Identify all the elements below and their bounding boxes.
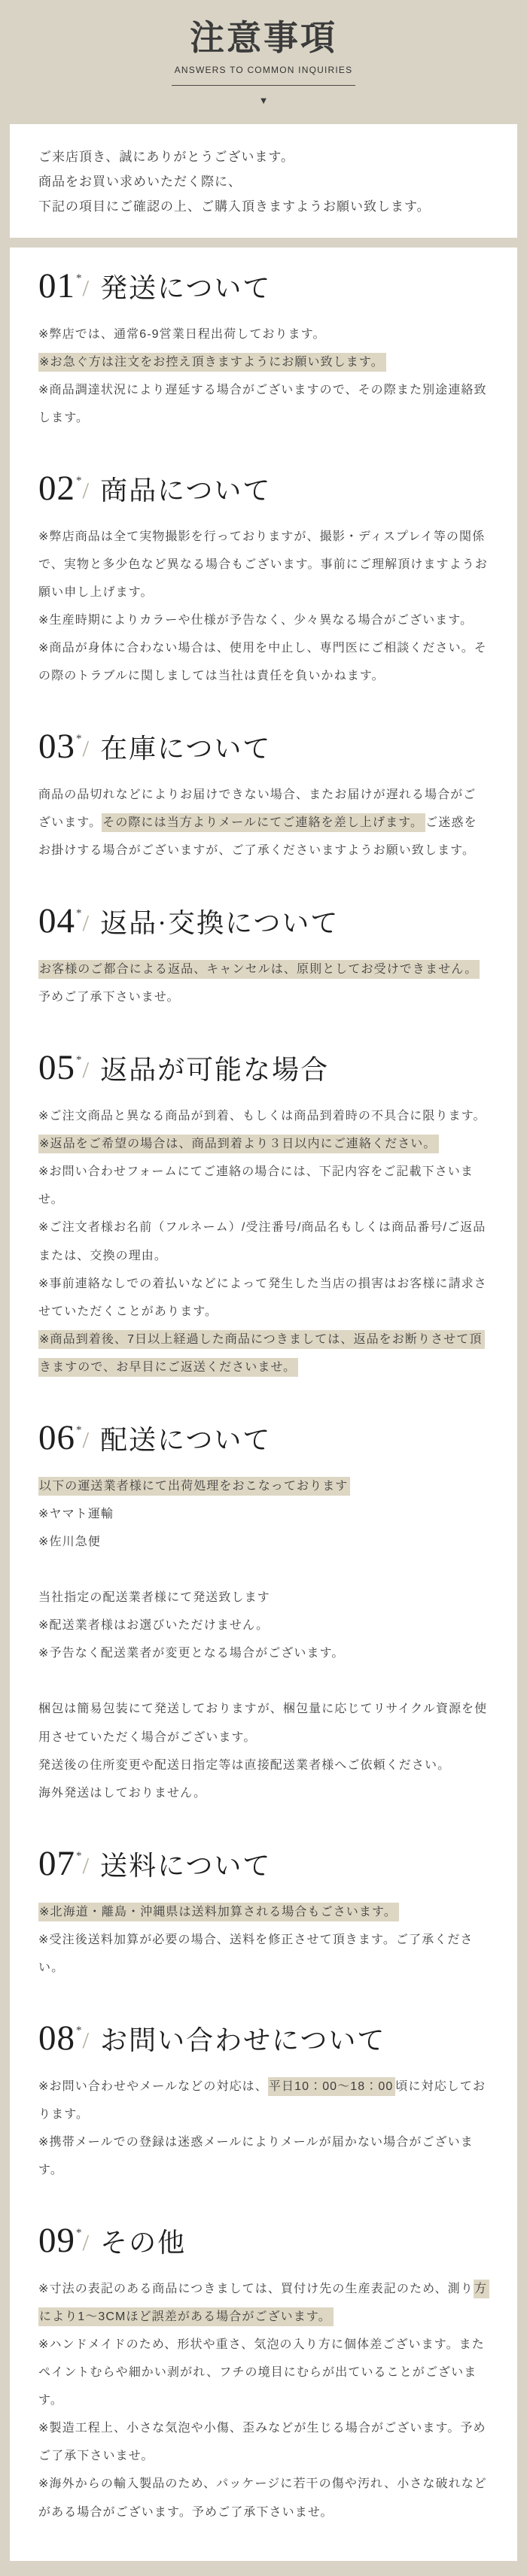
slash-icon: /	[82, 910, 90, 937]
section-paragraph	[38, 1926, 489, 1982]
paragraph-text: ※受注後送料加算が必要の場合、送料を修正させて頂きます。ご了承ください。	[38, 1933, 474, 1974]
section-paragraph	[38, 1898, 489, 1926]
highlighted-text: 方により1～3CMほど誤差がある場合がございます。	[38, 2280, 489, 2326]
section-paragraph	[38, 348, 489, 376]
asterisk-icon: *	[76, 2024, 82, 2037]
sections-panel	[10, 248, 517, 2561]
triangle-down-icon: ▼	[258, 94, 269, 106]
slash-icon: /	[82, 735, 90, 762]
section-number: 01	[38, 266, 75, 305]
section-title: 返品が可能な場合	[100, 1055, 330, 1086]
section-title: 在庫について	[100, 734, 272, 764]
section-paragraph	[38, 955, 489, 1011]
section-paragraph	[38, 1214, 489, 1269]
asterisk-icon: *	[76, 2227, 82, 2240]
section-paragraph	[38, 1130, 489, 1158]
paragraph-text: 梱包は簡易包装にて発送しておりますが、梱包量に応じてリサイクル資源を使用させていただく場合がございます。	[38, 1703, 488, 1744]
section-title: 配送について	[100, 1425, 272, 1456]
slash-icon: /	[82, 2026, 90, 2053]
section-01	[38, 267, 489, 432]
intro-panel	[10, 124, 517, 238]
section-paragraph	[38, 1584, 489, 1612]
page-subtitle: ANSWERS TO COMMON INQUIRIES	[174, 64, 353, 75]
paragraph-text: ※予告なく配送業者が変更となる場合がございます。	[38, 1647, 345, 1660]
section-heading	[38, 1845, 489, 1884]
section-heading	[38, 902, 489, 941]
paragraph-text: ※事前連絡なしでの着払いなどによって発生した当店の損害はお客様に請求させていただくことがあります。	[38, 1277, 487, 1318]
paragraph-text: ※商品調達状況により遅延する場合がございますので、その際また別途連絡致します。	[38, 383, 487, 424]
section-paragraph	[38, 1326, 489, 1381]
paragraph-text: ※生産時期によりカラーや仕様が予告なく、少々異なる場合がございます。	[38, 614, 474, 627]
section-heading	[38, 2019, 489, 2058]
paragraph-text: ※ハンドメイドのため、形状や重さ、気泡の入り方に個体差ございます。またペイントむらや細かい剥がれ、フチの境目にむらが出ていることがございます。	[38, 2338, 485, 2407]
asterisk-icon: *	[76, 475, 82, 488]
intro-lines	[38, 144, 489, 219]
section-number: 06	[38, 1418, 75, 1458]
section-06	[38, 1419, 489, 1807]
section-paragraph	[38, 634, 489, 690]
section-number: 02	[38, 469, 75, 509]
section-paragraph	[38, 1102, 489, 1130]
section-paragraph	[38, 523, 489, 606]
section-heading	[38, 469, 489, 509]
paragraph-text: ※弊店では、通常6-9営業日程出荷しております。	[38, 327, 326, 341]
asterisk-icon: *	[76, 907, 82, 920]
section-paragraph	[38, 1500, 489, 1528]
highlighted-text: 平日10：00～18：00	[268, 2077, 396, 2096]
paragraph-text: 予めご了承下さいませ。	[38, 991, 180, 1004]
section-paragraph	[38, 781, 489, 864]
section-paragraph	[38, 1779, 489, 1807]
section-paragraph	[38, 2128, 489, 2184]
sections-container	[38, 267, 489, 2526]
paragraph-text: ※商品が身体に合わない場合は、使用を中止し、専門医にご相談ください。その際のトラブルに関しましては当社は責任を負いかねます。	[38, 642, 487, 683]
asterisk-icon: *	[76, 1424, 82, 1437]
paragraph-text: 当社指定の配送業者様にて発送致します	[38, 1591, 270, 1605]
section-03	[38, 728, 489, 864]
paragraph-text: ※お問い合わせやメールなどの対応は、	[38, 2079, 268, 2093]
highlighted-text: ※返品をご希望の場合は、商品到着より３日以内にご連絡ください。	[38, 1135, 439, 1153]
highlighted-text: ※商品到着後、7日以上経過した商品につきましては、返品をお断りさせて頂きますので、お早目にご返送くださいませ。	[38, 1330, 485, 1377]
section-07	[38, 1845, 489, 1982]
highlighted-text: ※お急ぐ方は注文をお控え頂きますようにお願い致します。	[38, 353, 386, 372]
header-title-block	[172, 17, 356, 86]
section-title: 発送について	[100, 272, 272, 303]
slash-icon: /	[82, 1852, 90, 1879]
page-title: 注意事項	[189, 18, 337, 57]
paragraph-text: ※佐川急便	[38, 1536, 101, 1548]
paragraph-text: ※寸法の表記のある商品につきましては、買付け先の生産表記のため、測り	[38, 2282, 474, 2295]
section-number: 04	[38, 901, 75, 941]
page-header	[0, 0, 527, 105]
highlighted-text: ※北海道・離島・沖縄県は送料加算される場合もごさいます。	[38, 1903, 399, 1921]
section-paragraph	[38, 376, 489, 432]
slash-icon: /	[82, 2229, 90, 2256]
highlighted-text: その際には当方よりメールにてご連絡を差し上げます。	[102, 813, 425, 832]
asterisk-icon: *	[76, 733, 82, 746]
slash-icon: /	[82, 1056, 90, 1083]
paragraph-text: 発送後の住所変更や配送日指定等は直接配送業者様へご依頼ください。	[38, 1758, 451, 1772]
section-title: お問い合わせについて	[100, 2025, 386, 2055]
section-paragraph	[38, 1695, 489, 1751]
paragraph-text: ※製造工程上、小さな気泡や小傷、歪みなどが生じる場合がございます。予めご了承下さいませ。	[38, 2422, 486, 2463]
paragraph-text: ※お問い合わせフォームにてご連絡の場合には、下記内容をご記載下さいませ。	[38, 1165, 474, 1207]
paragraph-text: ※配送業者様はお選びいただけません。	[38, 1619, 270, 1633]
section-heading	[38, 1419, 489, 1458]
section-paragraph	[38, 320, 489, 348]
section-number: 09	[38, 2221, 75, 2261]
slash-icon: /	[82, 1426, 90, 1454]
section-paragraph	[38, 1751, 489, 1779]
slash-icon: /	[82, 274, 90, 301]
section-paragraph	[38, 1528, 489, 1556]
section-09	[38, 2222, 489, 2526]
section-number: 05	[38, 1048, 75, 1088]
section-number: 08	[38, 2018, 75, 2058]
paragraph-text: ご迷惑をお掛けする場合がございますが、ご了承くださいますようお願い致します。	[38, 816, 477, 858]
section-title: その他	[100, 2228, 187, 2259]
section-title: 返品·交換について	[100, 908, 340, 939]
section-heading	[38, 1049, 489, 1088]
section-paragraph	[38, 1472, 489, 1500]
section-heading	[38, 267, 489, 306]
section-paragraph	[38, 1612, 489, 1639]
section-number: 07	[38, 1843, 75, 1883]
section-paragraph	[38, 606, 489, 634]
section-number: 03	[38, 727, 75, 767]
intro-line: 下記の項目にご確認の上、ご購入頂きますようお願い致します。	[38, 199, 431, 214]
paragraph-text: 海外発送はしておりません。	[38, 1786, 207, 1800]
section-title: 送料について	[100, 1850, 272, 1881]
paragraph-text: ※弊店商品は全て実物撮影を行っておりますが、撮影・ディスプレイ等の関係で、実物と多少色など異なる場合もございます。事前にご理解頂けますようお願い申し上げます。	[38, 530, 488, 599]
paragraph-text: ※携帯メールでの登録は迷惑メールによりメールが届かない場合がございます。	[38, 2135, 474, 2177]
intro-line: 商品をお買い求めいただく際に、	[38, 174, 242, 189]
section-paragraph	[38, 1158, 489, 1214]
paragraph-text: ※ご注文商品と異なる商品が到着、もしくは商品到着時の不具合に限ります。	[38, 1110, 486, 1122]
section-paragraph	[38, 1270, 489, 1326]
asterisk-icon: *	[76, 1054, 82, 1067]
section-05	[38, 1049, 489, 1381]
asterisk-icon: *	[76, 1849, 82, 1862]
section-paragraph	[38, 2414, 489, 2470]
highlighted-text: お客様のご都合による返品、キャンセルは、原則としてお受けできません。	[38, 960, 480, 979]
section-heading	[38, 2222, 489, 2261]
intro-line: ご来店頂き、誠にありがとうございます。	[38, 149, 294, 164]
slash-icon: /	[82, 477, 90, 504]
section-02	[38, 469, 489, 690]
section-paragraph	[38, 2470, 489, 2526]
section-paragraph	[38, 1639, 489, 1667]
asterisk-icon: *	[76, 272, 82, 284]
section-paragraph	[38, 2331, 489, 2414]
section-04	[38, 902, 489, 1011]
paragraph-text: ※海外からの輸入製品のため、パッケージに若干の傷や汚れ、小さな破れなどがある場合がございます。予めご了承下さいませ。	[38, 2477, 487, 2519]
paragraph-text: ※ヤマト運輸	[38, 1507, 114, 1520]
paragraph-text: 頃に対応しております。	[38, 2079, 486, 2121]
section-title: 商品について	[100, 475, 272, 506]
section-heading	[38, 728, 489, 767]
highlighted-text: 以下の運送業者様にて出荷処理をおこなっております	[38, 1477, 350, 1496]
section-paragraph	[38, 2275, 489, 2331]
paragraph-text: 商品の品切れなどによりお届けできない場合、またお届けが遅れる場合がございます。	[38, 788, 477, 830]
paragraph-text: ※ご注文者様お名前（フルネーム）/受注番号/商品名もしくは商品番号/ご返品または、交換の理由。	[38, 1221, 486, 1262]
section-paragraph	[38, 2073, 489, 2128]
